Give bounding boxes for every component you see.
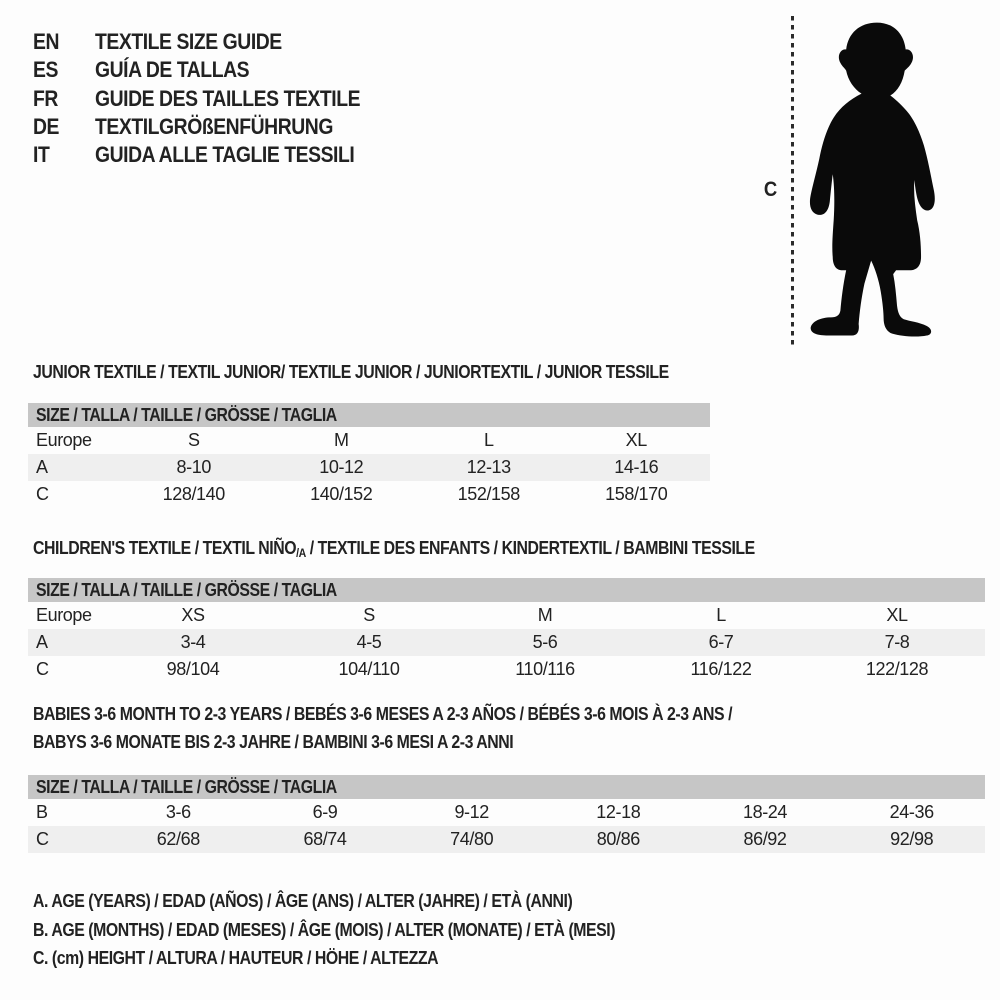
childrens-table-title: CHILDREN'S TEXTILE / TEXTIL $NIÑO_{/A}$ / TEXTILE DES ENFANTS / KINDERTEXTIL / BAMBINI TESSILE [33, 538, 755, 560]
junior-size-table [28, 403, 710, 508]
nino-a-subscript: /A [296, 546, 306, 560]
height-dotted-line [791, 16, 794, 346]
age-months-cell: 24-36 [889, 802, 934, 822]
table-row [28, 427, 710, 454]
height-cell: 140/152 [310, 484, 373, 504]
language-code: IT [33, 142, 50, 168]
height-cell: 122/128 [865, 659, 929, 679]
toddler-silhouette-image [802, 12, 946, 350]
age-cell: 3-4 [180, 632, 206, 652]
height-cell: 68/74 [303, 829, 347, 849]
row-label: C [36, 659, 49, 679]
row-label: C [36, 829, 49, 849]
language-row-it [33, 141, 396, 169]
guide-title-it: GUIDA ALLE TAGLIE TESSILI [95, 142, 355, 168]
table-row [28, 826, 985, 853]
junior-table-title: JUNIOR TEXTILE / TEXTIL JUNIOR/ TEXTILE JUNIOR / JUNIORTEXTIL / JUNIOR TESSILE [33, 362, 669, 382]
size-cell: M [333, 430, 349, 450]
height-cell: 116/122 [690, 659, 752, 679]
babies-size-header-bar [28, 775, 985, 799]
table-row [28, 481, 710, 508]
footnote-b: B. AGE (MONTHS) / EDAD (MESES) / ÂGE (MOIS) / ALTER (MONATE) / ETÀ (MESI) [33, 920, 616, 940]
age-months-cell: 6-9 [312, 802, 338, 822]
language-code: DE [33, 114, 60, 140]
age-cell: 6-7 [708, 632, 734, 652]
language-row-es [33, 56, 396, 84]
age-cell: 10-12 [319, 457, 364, 477]
row-label: B [36, 802, 48, 822]
age-months-cell: 18-24 [742, 802, 788, 822]
age-cell: 14-16 [614, 457, 659, 477]
size-header-text: SIZE / TALLA / TAILLE / GRÖSSE / TAGLIA [36, 776, 337, 797]
size-cell: XS [181, 605, 205, 625]
language-row-de [33, 113, 396, 141]
table-row [28, 629, 985, 656]
size-cell: XL [886, 605, 908, 625]
row-label: C [36, 484, 49, 504]
height-cell: 80/86 [596, 829, 640, 849]
table-row [28, 454, 710, 481]
guide-title-de: TEXTILGRÖßENFÜHRUNG [95, 114, 333, 140]
size-cell: L [716, 605, 726, 625]
height-cell: 62/68 [156, 829, 200, 849]
age-cell: 5-6 [532, 632, 558, 652]
row-label: A [36, 632, 48, 652]
height-cell: 158/170 [605, 484, 668, 504]
size-header-text: SIZE / TALLA / TAILLE / GRÖSSE / TAGLIA [36, 579, 337, 600]
language-code: EN [33, 29, 60, 55]
age-months-cell: 9-12 [454, 802, 489, 822]
table-row [28, 656, 985, 683]
age-months-cell: 3-6 [165, 802, 191, 822]
childrens-size-header-bar [28, 578, 985, 602]
babies-table-title-line1: BABIES 3-6 MONTH TO 2-3 YEARS / BEBÉS 3-6 MESES A 2-3 AÑOS / BÉBÉS 3-6 MOIS À 2-3 ANS / [33, 704, 733, 724]
height-cell: 98/104 [166, 659, 220, 679]
language-code: ES [33, 57, 58, 83]
babies-table-title-line2: BABYS 3-6 MONATE BIS 2-3 JAHRE / BAMBINI 3-6 MESI A 2-3 ANNI [33, 732, 514, 752]
babies-size-table [28, 775, 985, 853]
row-label: A [36, 457, 48, 477]
age-months-cell: 12-18 [596, 802, 641, 822]
age-cell: 8-10 [176, 457, 211, 477]
height-cell: 152/158 [457, 484, 520, 504]
row-label: Europe [36, 605, 92, 625]
size-cell: L [483, 430, 494, 450]
language-row-fr [33, 85, 396, 113]
height-measure-label: C [763, 178, 777, 201]
size-cell: XL [625, 430, 647, 450]
table-row [28, 602, 985, 629]
age-cell: 7-8 [884, 632, 910, 652]
guide-title-en: TEXTILE SIZE GUIDE [95, 29, 282, 55]
height-cell: 92/98 [890, 829, 934, 849]
height-cell: 110/116 [515, 659, 575, 679]
age-cell: 12-13 [466, 457, 511, 477]
size-cell: S [363, 605, 375, 625]
height-cell: 74/80 [450, 829, 494, 849]
height-cell: 128/140 [162, 484, 225, 504]
language-row-en [33, 28, 396, 56]
junior-size-header-bar [28, 403, 710, 427]
footnote-c: C. (cm) HEIGHT / ALTURA / HAUTEUR / HÖHE / ALTEZZA [33, 948, 439, 968]
childrens-size-table [28, 578, 985, 683]
language-title-list [33, 28, 396, 169]
table-row [28, 799, 985, 826]
footnote-a: A. AGE (YEARS) / EDAD (AÑOS) / ÂGE (ANS) / ALTER (JAHRE) / ETÀ (ANNI) [33, 891, 573, 911]
size-header-text: SIZE / TALLA / TAILLE / GRÖSSE / TAGLIA [36, 404, 337, 425]
language-code: FR [33, 85, 58, 111]
size-cell: M [537, 605, 553, 625]
age-cell: 4-5 [356, 632, 382, 652]
guide-title-fr: GUIDE DES TAILLES TEXTILE [95, 85, 361, 111]
guide-title-es: GUÍA DE TALLAS [95, 57, 250, 83]
height-cell: 86/92 [743, 829, 787, 849]
row-label: Europe [36, 430, 92, 450]
height-cell: 104/110 [338, 659, 400, 679]
size-cell: S [187, 430, 200, 450]
